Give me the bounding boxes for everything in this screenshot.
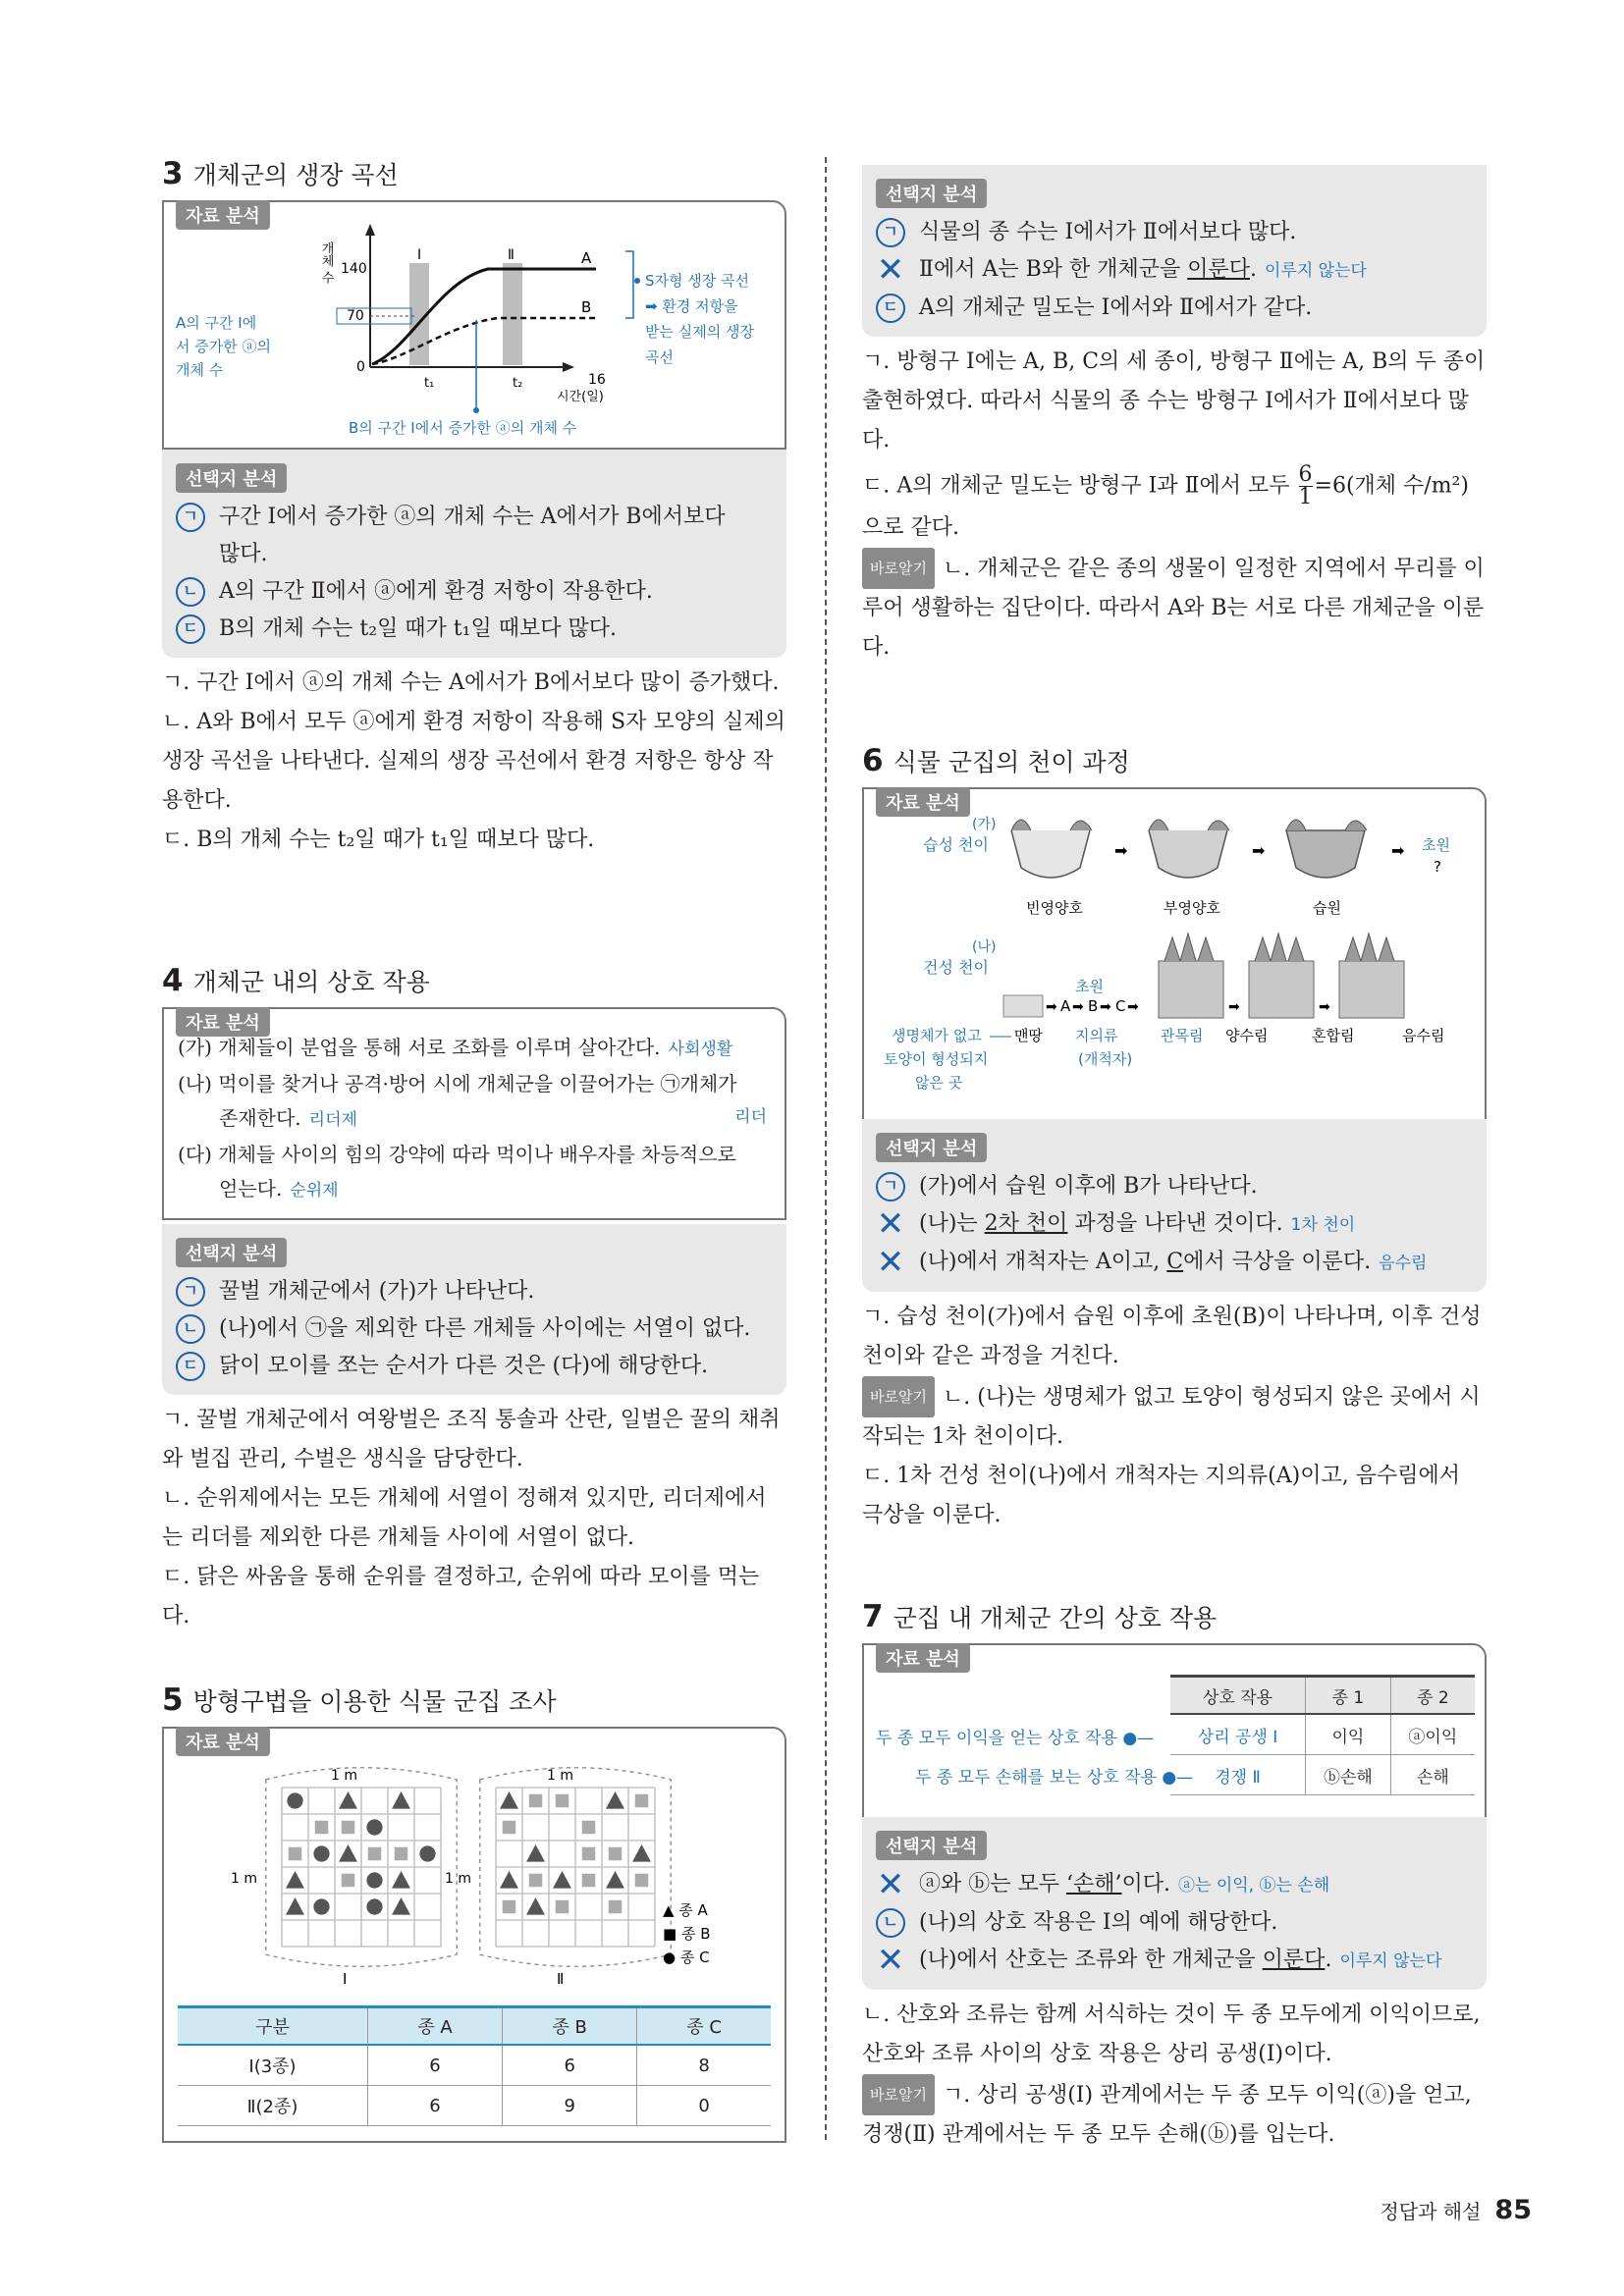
correct-mark: ㄱ [176, 1277, 205, 1307]
stage-label: 습원 [1313, 899, 1341, 917]
explanation-paragraph: ㄱ. 꿀벌 개체군에서 여왕벌은 조직 통솔과 산란, 일벌은 꿀의 채취와 벌집 관리, 수벌은 생식을 담당한다. [162, 1408, 781, 1471]
plant-marker [392, 1897, 410, 1915]
correction-badge: 바로알기 [862, 548, 935, 589]
band-2 [503, 263, 522, 365]
plant-marker [313, 1898, 329, 1914]
plant-marker [366, 1898, 382, 1914]
arrow: ➡ [1391, 841, 1405, 860]
data-analysis-box [862, 1643, 1487, 1819]
explanation-paragraph: ㄴ. 산호와 조류는 함께 서식하는 것이 두 종 모두에게 이익이므로, 산호와 조류 사이의 상호 작용은 상리 공생(Ⅰ)이다. [862, 2002, 1481, 2066]
statement-ga: (가) 개체들이 분업을 통해 서로 조화를 이루며 살아간다. 사회생활 [178, 1036, 733, 1059]
width-label-1: 1 m [331, 1768, 357, 1784]
stage-a: A [1060, 997, 1071, 1015]
wrong-mark: ✕ [876, 1204, 905, 1244]
section-5-title: 5 방형구법을 이용한 식물 군집 조사 [162, 1682, 557, 1718]
plant-marker [582, 1821, 596, 1835]
correction-badge: 바로알기 [862, 2074, 935, 2115]
explanation-paragraph: ㄷ. B의 개체 수는 t₂일 때가 t₁일 때보다 많다. [162, 828, 595, 852]
option-1: ㄱ (가)에서 습원 이후에 B가 나타난다. [876, 1168, 1473, 1205]
correct-mark: ㄴ [176, 577, 205, 607]
option-analysis-tag: 선택지 분석 [876, 1831, 987, 1860]
data-analysis-box [862, 787, 1487, 1121]
plant-marker [582, 1874, 596, 1888]
legend-species-c: ● 종 C [663, 1949, 710, 1966]
plant-marker [606, 1791, 624, 1809]
option-analysis-box [862, 165, 1487, 337]
explanation [862, 1996, 1487, 2155]
section-7-title: 7 군집 내 개체군 간의 상호 작용 [862, 1599, 1218, 1634]
right-note-dot [634, 278, 640, 284]
quadrat-figure [164, 1729, 785, 1989]
arrow: ➡ [1100, 999, 1111, 1015]
correct-mark: ㄱ [176, 503, 205, 532]
start-note-line3: 않은 곳 [915, 1074, 963, 1092]
quadrat-1-label: Ⅰ [343, 1970, 348, 1988]
explanation-paragraph: ㄱ. 방형구 Ⅰ에는 A, B, C의 세 종이, 방형구 Ⅱ에는 A, B의 두 종이 출현하였다. 따라서 식물의 종 수는 방형구 Ⅰ에서가 Ⅱ에서보다 많다. [862, 349, 1486, 453]
species-count-table [178, 2005, 771, 2126]
option-3: ㄷ B의 개체 수는 t₂일 때가 t₁일 때보다 많다. [176, 611, 773, 648]
option-2: ㄴ A의 구간 Ⅱ에서 ⓐ에게 환경 저항이 작용한다. [176, 573, 773, 611]
option-3: ✕ (나)에서 개척자는 A이고, C에서 극상을 이룬다. 음수림 [876, 1243, 1428, 1282]
explanation-paragraph: ㄴ. A와 B에서 모두 ⓐ에게 환경 저항이 작용해 S자 모양의 실제의 생장 곡선을 나타낸다. 실제의 생장 곡선에서 환경 저항은 항상 작용한다. [162, 710, 785, 813]
desc-mutualism: 두 종 모두 이익을 얻는 상호 작용 ●— [876, 1729, 1155, 1748]
section-6 [862, 744, 1487, 1535]
plant-marker [635, 1794, 649, 1808]
fraction: $\frac{6}{1}$ [1298, 462, 1313, 509]
explanation [162, 1401, 786, 1636]
data-analysis-box [162, 1007, 786, 1220]
explanation-paragraph: ㄱ. 습성 천이(가)에서 습원 이후에 초원(B)이 나타나며, 이후 건성 천이와 같은 과정을 거친다. [862, 1305, 1482, 1368]
mixed-forest-label: 혼합림 [1312, 1027, 1355, 1044]
table-header: 종 C [637, 2007, 771, 2046]
tick-140: 140 [341, 261, 367, 277]
option-1: ㄱ 식물의 종 수는 Ⅰ에서가 Ⅱ에서보다 많다. [876, 214, 1473, 251]
correct-mark: ㄷ [176, 1352, 205, 1381]
data-analysis-tag: 자료 분석 [876, 1643, 970, 1673]
plant-marker [609, 1900, 623, 1914]
stage-b: B [1088, 997, 1099, 1015]
plant-marker [395, 1847, 408, 1861]
statement-list [178, 1031, 771, 1208]
correct-mark: ㄷ [176, 614, 205, 644]
table-header: 구분 [178, 2007, 367, 2046]
plant-marker [500, 1791, 518, 1809]
option-analysis-box [862, 1817, 1487, 1990]
explanation [162, 664, 786, 860]
plant-marker [366, 1872, 382, 1888]
section-3 [162, 157, 786, 860]
desc-competition: 두 종 모두 손해를 보는 상호 작용 ●— [915, 1768, 1194, 1788]
lake-oligotrophic [1011, 820, 1092, 878]
band-1-label: Ⅰ [417, 247, 422, 263]
plant-marker [289, 1847, 302, 1861]
explanation-paragraph: ㄴ. 순위제에서는 모든 개체에 서열이 정해져 있지만, 리더제에서는 리더를 제외한 다른 개체들 사이에 서열이 없다. [162, 1486, 767, 1550]
wrong-mark: ✕ [876, 1941, 905, 1980]
xerosere-label: 건성 천이 [923, 958, 989, 977]
table-header: 종 2 [1390, 1677, 1475, 1715]
stage-c: C [1115, 997, 1126, 1015]
correct-mark: ㄱ [876, 218, 905, 247]
arrow: ➡ [1127, 999, 1139, 1015]
plant-marker [526, 1844, 545, 1862]
bare-ground [1003, 995, 1043, 1017]
explanation-paragraph: 바로알기 ㄱ. 상리 공생(Ⅰ) 관계에서는 두 종 모두 이익(ⓐ)을 얻고, 경쟁(Ⅱ) 관계에서는 두 종 모두 손해(ⓑ)를 입는다. [862, 2074, 1487, 2155]
option-1: ㄱ 꿀벌 개체군에서 (가)가 나타난다. [176, 1273, 773, 1310]
section-3-title: 3 개체군의 생장 곡선 [162, 156, 399, 191]
section-5 [162, 1683, 786, 2143]
tick-t2: t₂ [513, 376, 523, 391]
wrong-mark: ✕ [876, 250, 905, 290]
plant-marker [526, 1897, 545, 1915]
plant-marker [286, 1897, 304, 1915]
plant-marker [529, 1794, 543, 1808]
table-header: 상호 작용 [1170, 1677, 1306, 1715]
explanation-paragraph: ㄷ. 1차 건성 천이(나)에서 개척자는 지의류(A)이고, 음수림에서 극상을 이룬다. [862, 1464, 1460, 1527]
section-4-title: 4 개체군 내의 상호 작용 [162, 963, 430, 998]
legend-species-b: ■ 종 B [663, 1925, 711, 1943]
data-analysis-box [162, 200, 786, 450]
option-2: ㄴ (나)의 상호 작용은 Ⅰ의 예에 해당한다. [876, 1904, 1473, 1942]
tick-70: 70 [347, 308, 364, 324]
right-note-line2: ➡ 환경 저항을 [645, 297, 738, 315]
table-row: Ⅱ(2종) 6 9 0 [178, 2086, 771, 2126]
shade-forest-label: 음수림 [1402, 1027, 1445, 1044]
shrub-label: 관목림 [1161, 1027, 1204, 1044]
option-2: ✕ (나)는 2차 천이 과정을 나타낸 것이다. 1차 천이 [876, 1204, 1356, 1244]
explanation [862, 343, 1487, 667]
forest-mixed [1249, 934, 1314, 1018]
plant-marker [287, 1792, 302, 1808]
quadrat-2-label: Ⅱ [557, 1970, 565, 1988]
plant-marker [556, 1900, 569, 1914]
wrong-mark: ✕ [876, 1243, 905, 1282]
plant-marker [368, 1847, 382, 1861]
bottom-note-dot [473, 407, 479, 413]
species-table-wrapper [178, 2005, 771, 2126]
arrow: ➡ [1252, 841, 1266, 860]
bare-ground-label: 맨땅 [1014, 1027, 1043, 1044]
option-3: ✕ (나)에서 산호는 조류와 한 개체군을 이룬다. 이루지 않는다 [876, 1941, 1442, 1980]
data-analysis-tag: 자료 분석 [176, 200, 270, 230]
section-7 [862, 1600, 1487, 2155]
section-4 [162, 964, 786, 1636]
plant-marker [419, 1845, 435, 1861]
curve-a-label: A [581, 249, 592, 267]
section-5-continued [862, 165, 1487, 667]
option-1: ㄱ 구간 Ⅰ에서 증가한 ⓐ의 개체 수는 A에서가 B에서보다 많다. [176, 499, 773, 573]
table-row: Ⅰ(3종) 6 6 8 [178, 2045, 771, 2086]
y-axis-arrow [365, 224, 375, 236]
option-analysis-tag: 선택지 분석 [176, 463, 287, 493]
option-analysis-box [162, 450, 786, 658]
option-analysis-box [162, 1224, 786, 1395]
legend-species-a: ▲ 종 A [663, 1901, 708, 1919]
plant-marker [503, 1900, 516, 1914]
plant-marker [529, 1874, 543, 1888]
start-note-line1: 생명체가 없고 [892, 1027, 982, 1044]
plant-marker [503, 1821, 516, 1835]
tick-t1: t₁ [424, 376, 435, 391]
right-note-line4: 곡선 [645, 348, 674, 366]
plant-marker [553, 1871, 571, 1889]
table-header: 종 A [367, 2007, 502, 2046]
grassland-label: 초원 [1075, 978, 1104, 995]
plant-marker [556, 1794, 569, 1808]
explanation-paragraph: ㄷ. 닭은 싸움을 통해 순위를 결정하고, 순위에 따라 모이를 먹는다. [162, 1565, 760, 1629]
option-analysis-box [862, 1119, 1487, 1292]
plant-marker [366, 1819, 382, 1835]
start-note-line2: 토양이 형성되지 [884, 1050, 989, 1068]
tick-0: 0 [356, 359, 365, 375]
option-3: ㄷ A의 개체군 밀도는 Ⅰ에서와 Ⅱ에서가 같다. [876, 290, 1473, 327]
interaction-table [1170, 1675, 1475, 1795]
option-analysis-tag: 선택지 분석 [176, 1238, 287, 1267]
plant-marker [632, 1844, 651, 1862]
curve-b-label: B [581, 298, 592, 316]
data-analysis-tag: 자료 분석 [876, 787, 970, 817]
data-analysis-box [162, 1727, 786, 2143]
plant-marker [392, 1791, 410, 1809]
plant-marker [609, 1847, 623, 1861]
plant-marker [500, 1871, 518, 1889]
table-header-row [178, 2007, 771, 2046]
explanation-paragraph: ㄱ. 구간 Ⅰ에서 ⓐ의 개체 수는 A에서가 B에서보다 많이 증가했다. [162, 670, 780, 695]
height-label-2: 1 m [445, 1871, 471, 1887]
table-row: 상리 공생 Ⅰ 이익 ⓐ이익 [1170, 1714, 1475, 1755]
right-bracket [625, 251, 633, 318]
plant-marker [582, 1847, 596, 1861]
plant-marker [313, 1845, 329, 1861]
lichen-label: 지의류 [1075, 1027, 1118, 1044]
correct-mark: ㄱ [876, 1172, 905, 1201]
data-analysis-tag: 자료 분석 [176, 1007, 270, 1037]
hydrosere-label: 습성 천이 [923, 835, 989, 854]
stage-label: 빈영양호 [1026, 899, 1083, 917]
plant-marker [392, 1871, 410, 1889]
wrong-mark: ✕ [876, 1865, 905, 1904]
page-footer [1380, 2195, 1532, 2225]
tick-16: 16 [588, 372, 606, 388]
table-header: 종 B [503, 2007, 637, 2046]
right-note-line1: S자형 생장 곡선 [645, 272, 749, 290]
plant-marker [342, 1874, 355, 1888]
succession-diagram [864, 789, 1485, 1119]
growth-curve-graph [164, 202, 785, 448]
height-label-1: 1 m [231, 1871, 257, 1887]
left-note-line2: 서 증가한 ⓐ의 [176, 338, 271, 355]
explanation [862, 1298, 1487, 1535]
plant-marker [635, 1874, 649, 1888]
explanation-paragraph: 바로알기 ㄴ. (나)는 생명체가 없고 토양이 형성되지 않은 곳에서 시작되는 1차 천이이다. [862, 1376, 1487, 1457]
stage-label: 부영양호 [1164, 899, 1220, 917]
correct-mark: ㄴ [176, 1314, 205, 1344]
option-1: ✕ ⓐ와 ⓑ는 모두 ‘손해’이다. ⓐ는 이익, ⓑ는 손해 [876, 1865, 1330, 1904]
lake-eutrophic [1149, 820, 1229, 878]
plant-marker [286, 1871, 304, 1889]
label-ga: (가) [972, 817, 997, 832]
option-2: ✕ Ⅱ에서 A는 B와 한 개체군을 이룬다. 이루지 않는다 [876, 250, 1367, 290]
quadrat-2 [480, 1768, 671, 1967]
left-note-line3: 개체 수 [176, 361, 224, 379]
table-header: 종 1 [1306, 1677, 1391, 1715]
label-na: (나) [972, 939, 997, 955]
bottom-note: B의 구간 Ⅰ에서 증가한 ⓐ의 개체 수 [349, 419, 577, 437]
option-analysis-tag: 선택지 분석 [876, 1133, 987, 1162]
arrow: ➡ [1114, 841, 1128, 860]
arrow: ➡ [1319, 999, 1330, 1015]
correction-badge: 바로알기 [862, 1376, 935, 1417]
right-note-line3: 받는 실제의 생장 [645, 323, 754, 341]
left-note-line1: A의 구간 Ⅰ에 [176, 314, 257, 332]
statement-da: (다) 개체들 사이의 힘의 강약에 따라 먹이나 배우자를 차등적으로 얻는다. 순위제 [178, 1143, 736, 1201]
correct-mark: ㄴ [876, 1908, 905, 1938]
arrow: ➡ [1046, 999, 1057, 1015]
plant-marker [606, 1871, 624, 1889]
section-6-title: 6 식물 군집의 천이 과정 [862, 743, 1130, 778]
correct-mark: ㄷ [876, 294, 905, 323]
arrow: ➡ [1072, 999, 1084, 1015]
table-row: 경쟁 Ⅱ ⓑ손해 손해 [1170, 1755, 1475, 1795]
y-axis-label: 개체 수 [318, 241, 334, 285]
curve-b [372, 318, 596, 364]
band-2-label: Ⅱ [508, 247, 514, 263]
sun-forest-label: 양수림 [1225, 1027, 1269, 1044]
plant-marker [315, 1821, 329, 1835]
width-label-2: 1 m [547, 1768, 573, 1784]
statement-na: (나) 먹이를 찾거나 공격·방어 시에 개체군을 이끌어가는 ㉠개체가 존재한다. 리더제 리더 [178, 1072, 767, 1130]
page-number: 85 [1494, 2195, 1532, 2225]
data-analysis-tag: 자료 분석 [176, 1727, 270, 1756]
arrow: ➡ [1228, 999, 1240, 1015]
x-axis-label: 시간(일) [557, 390, 604, 404]
table-header-row [1170, 1677, 1475, 1715]
pioneer-label: (개척자) [1078, 1050, 1133, 1068]
plant-marker [342, 1821, 355, 1835]
option-3: ㄷ 닭이 모이를 쪼는 순서가 다른 것은 (다)에 해당한다. [176, 1348, 773, 1385]
column-divider [825, 157, 827, 2140]
unknown-stage: ? [1434, 858, 1441, 876]
footer-label: 정답과 해설 [1380, 2200, 1482, 2223]
option-2: ㄴ (나)에서 ㉠을 제외한 다른 개체들 사이에는 서열이 없다. [176, 1310, 773, 1348]
quadrat-1 [266, 1768, 457, 1967]
plant-marker [339, 1844, 357, 1862]
plant-marker [339, 1791, 357, 1809]
wetland [1286, 820, 1367, 878]
grassland-label: 초원 [1422, 836, 1450, 854]
x-axis-arrow [563, 362, 574, 372]
explanation-paragraph: ㄷ. A의 개체군 밀도는 방형구 Ⅰ과 Ⅱ에서 모두 $\frac{6}{1}$ =6(개체 수/m²) 으로 같다. [862, 462, 1469, 540]
explanation-paragraph: 바로알기 ㄴ. 개체군은 같은 종의 생물이 일정한 지역에서 무리를 이루어 생활하는 집단이다. 따라서 A와 B는 서로 다른 개체군을 이룬다. [862, 548, 1487, 667]
option-analysis-tag: 선택지 분석 [876, 179, 987, 208]
forest-shade [1339, 934, 1404, 1018]
forest-sun [1159, 934, 1223, 1018]
